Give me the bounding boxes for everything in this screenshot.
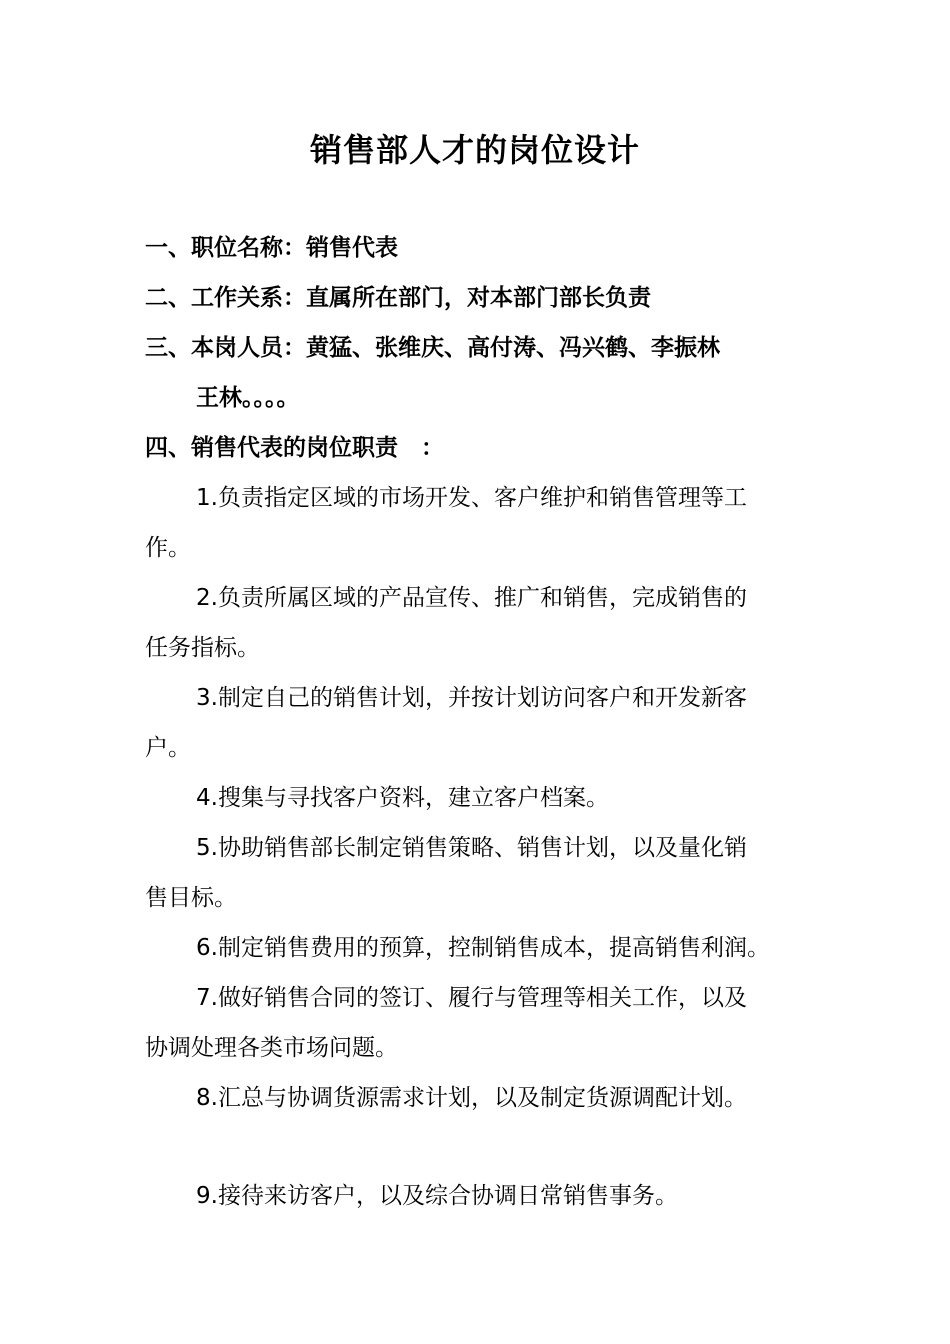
- duty-3-line2: 户。: [145, 735, 191, 761]
- staff-line-1: 三、本岗人员：黄猛、张维庆、高付涛、冯兴鹤、李振林: [145, 335, 720, 361]
- staff-line-2: 王林。。。。: [196, 385, 300, 411]
- duty-5-line1: 5.协助销售部长制定销售策略、销售计划，以及量化销: [196, 835, 747, 861]
- duty-2-line1: 2.负责所属区域的产品宣传、推广和销售，完成销售的: [196, 585, 747, 611]
- position-name: 一、职位名称：销售代表: [145, 235, 398, 261]
- duty-2-line2: 任务指标。: [145, 635, 260, 661]
- duty-7-line2: 协调处理各类市场问题。: [145, 1035, 398, 1061]
- duty-8-line1: 8.汇总与协调货源需求计划，以及制定货源调配计划。: [196, 1085, 747, 1111]
- duty-5-line2: 售目标。: [145, 885, 237, 911]
- document-title: 销售部人才的岗位设计: [309, 131, 640, 169]
- duty-9-line1: 9.接待来访客户，以及综合协调日常销售事务。: [196, 1183, 678, 1209]
- work-relation: 二、工作关系：直属所在部门，对本部门部长负责: [145, 285, 651, 311]
- duty-1-line2: 作。: [145, 535, 191, 561]
- duty-4-line1: 4.搜集与寻找客户资料，建立客户档案。: [196, 785, 609, 811]
- duty-1-line1: 1.负责指定区域的市场开发、客户维护和销售管理等工: [196, 485, 747, 511]
- duty-7-line1: 7.做好销售合同的签订、履行与管理等相关工作，以及: [196, 985, 747, 1011]
- duty-6-line1: 6.制定销售费用的预算，控制销售成本，提高销售利润。: [196, 935, 770, 961]
- duty-3-line1: 3.制定自己的销售计划，并按计划访问客户和开发新客: [196, 685, 747, 711]
- duties-heading: 四、销售代表的岗位职责 ：: [145, 435, 444, 461]
